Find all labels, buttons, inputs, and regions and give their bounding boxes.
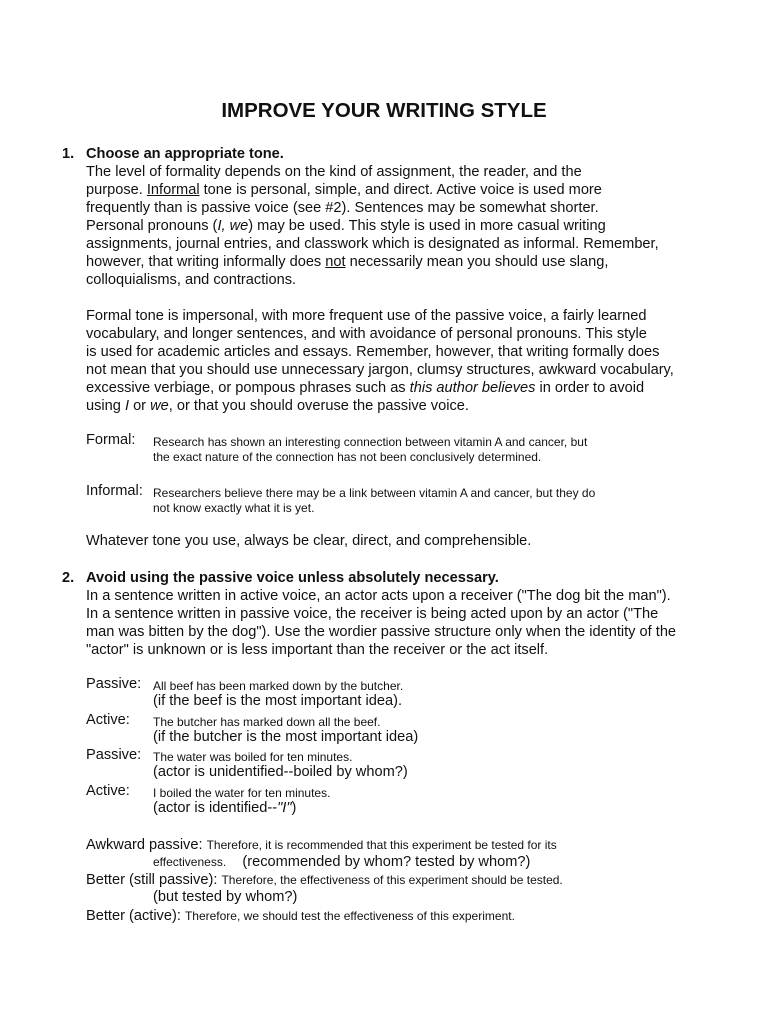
- text-line: effectiveness. (recommended by whom? tested by whom?): [153, 854, 531, 870]
- formal-example-text: the exact nature of the connection has not been conclusively determined.: [153, 450, 542, 464]
- underlined-word-informal: Informal: [146, 182, 200, 198]
- text-line: purpose. Informal tone is personal, simple, and direct. Active voice is used more: [86, 182, 602, 198]
- example-sentence: Therefore, it is recommended that this experiment be tested for its: [206, 838, 557, 852]
- text-line: not mean that you should use unnecessary jargon, clumsy structures, awkward vocabulary,: [86, 362, 674, 378]
- example-sentence: The butcher has marked down all the beef.: [153, 715, 381, 729]
- italic-phrase: this author believes: [409, 380, 536, 396]
- text-line: however, that writing informally does not necessarily mean you should use slang,: [86, 254, 609, 270]
- text-line: [86, 907, 515, 925]
- formal-example-text: Research has shown an interesting connection between vitamin A and cancer, but: [153, 435, 588, 449]
- formal-label: Formal:: [86, 432, 136, 448]
- example-note: (if the butcher is the most important idea): [153, 729, 419, 745]
- example-sentence: Therefore, the effectiveness of this experiment should be tested.: [221, 873, 563, 887]
- section-1-number: 1.: [62, 146, 75, 162]
- example-label: Passive:: [86, 747, 142, 763]
- example-label: Better (active):: [86, 908, 181, 924]
- text-line: assignments, journal entries, and classwork which is designated as informal. Remember,: [86, 236, 659, 252]
- underlined-word-not: not: [325, 254, 346, 270]
- example-sentence: Therefore, we should test the effectiveness of this experiment.: [184, 909, 515, 923]
- example-note: (but tested by whom?): [153, 889, 298, 905]
- example-label: Passive:: [86, 676, 142, 692]
- example-label: Awkward passive:: [86, 837, 203, 853]
- example-note: (actor is identified--"I"): [153, 800, 297, 816]
- italic-pronouns: I, we: [217, 218, 249, 234]
- informal-example-text: not know exactly what it is yet.: [153, 501, 315, 515]
- example-note: (if the beef is the most important idea).: [153, 693, 403, 709]
- text-line: using I or we, or that you should overuse the passive voice.: [86, 398, 469, 414]
- example-note: (recommended by whom? tested by whom?): [242, 854, 531, 870]
- example-label: Active:: [86, 783, 130, 799]
- section-1-closing: Whatever tone you use, always be clear, direct, and comprehensible.: [86, 533, 532, 549]
- text-line: The level of formality depends on the kind of assignment, the reader, and the: [86, 164, 582, 180]
- example-sentence: I boiled the water for ten minutes.: [153, 786, 331, 800]
- text-line: "actor" is unknown or is less important than the receiver or the act itself.: [86, 642, 549, 658]
- text-line: man was bitten by the dog"). Use the wordier passive structure only when the identity of the: [86, 624, 677, 640]
- text-line: Formal tone is impersonal, with more frequent use of the passive voice, a fairly learned: [86, 308, 647, 324]
- example-note: (actor is unidentified--boiled by whom?): [153, 764, 408, 780]
- text-line: colloquialisms, and contractions.: [86, 272, 297, 288]
- informal-example-text: Researchers believe there may be a link between vitamin A and cancer, but they do: [153, 486, 596, 500]
- text-line: In a sentence written in passive voice, the receiver is being acted upon by an actor ("The: [86, 606, 659, 622]
- text-line: [86, 871, 563, 889]
- text-line: is used for academic articles and essays. Remember, however, that writing formally does: [86, 344, 660, 360]
- example-label: Active:: [86, 712, 130, 728]
- text-line: Personal pronouns (I, we) may be used. This style is used in more casual writing: [86, 218, 606, 234]
- section-2-heading: Avoid using the passive voice unless absolutely necessary.: [86, 570, 499, 586]
- text-line: vocabulary, and longer sentences, and with avoidance of personal pronouns. This style: [86, 326, 647, 342]
- text-line: frequently than is passive voice (see #2). Sentences may be somewhat shorter.: [86, 200, 599, 216]
- page-title: IMPROVE YOUR WRITING STYLE: [221, 99, 547, 122]
- text-line: In a sentence written in active voice, an actor acts upon a receiver ("The dog bit the man").: [86, 588, 671, 604]
- example-label: Better (still passive):: [86, 872, 218, 888]
- text-line: [86, 836, 557, 854]
- text-line: excessive verbiage, or pompous phrases such as this author believes in order to avoid: [86, 380, 645, 396]
- section-1-heading: Choose an appropriate tone.: [86, 146, 284, 162]
- informal-label: Informal:: [86, 483, 143, 499]
- section-2-number: 2.: [62, 570, 75, 586]
- example-sentence: The water was boiled for ten minutes.: [153, 750, 353, 764]
- example-sentence: All beef has been marked down by the butcher.: [153, 679, 404, 693]
